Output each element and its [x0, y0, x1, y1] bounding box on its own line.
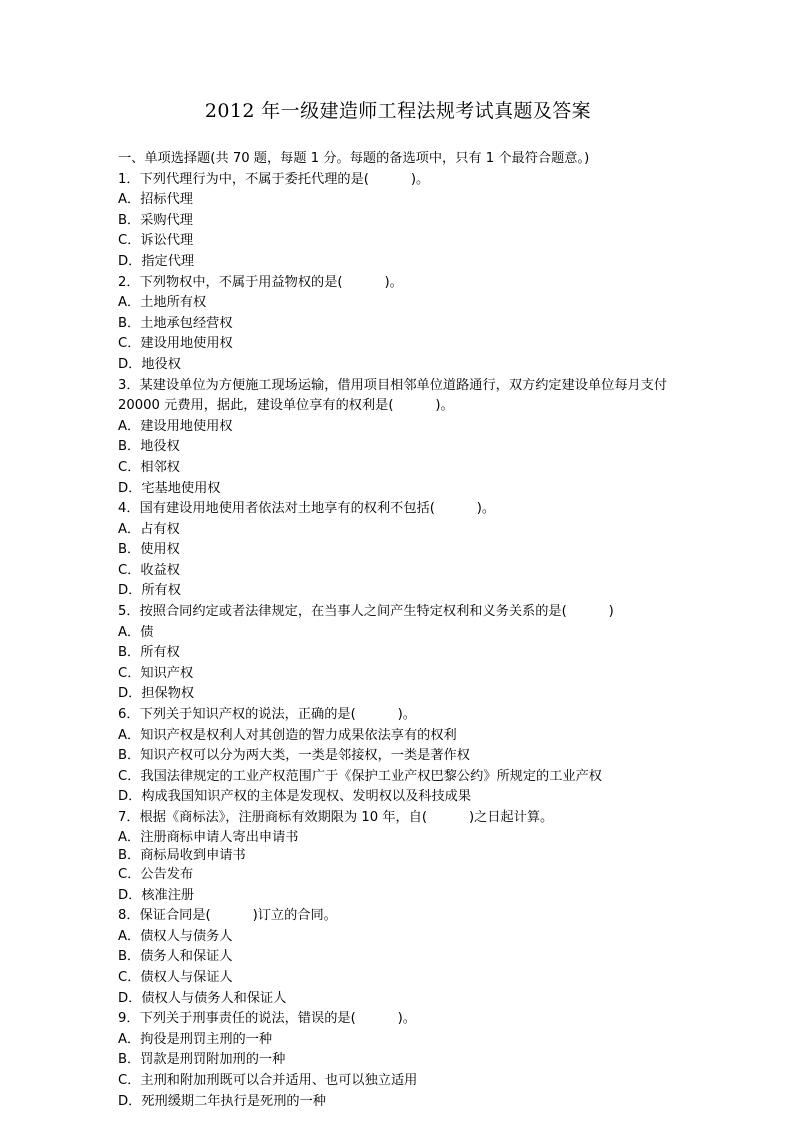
question-option[interactable]: B．知识产权可以分为两大类，一类是邻接权，一类是著作权 — [118, 748, 470, 764]
page-title: 2012 年一级建造师工程法规考试真题及答案 — [204, 100, 592, 122]
question-stem: 5．按照合同约定或者法律规定，在当事人之间产生特定权利和义务关系的是( ) — [118, 604, 614, 620]
question-stem: 6．下列关于知识产权的说法，正确的是( )。 — [118, 707, 416, 723]
question-option[interactable]: B．使用权 — [118, 542, 180, 558]
question-option[interactable]: C．我国法律规定的工业产权范围广于《保护工业产权巴黎公约》所规定的工业产权 — [118, 768, 602, 784]
question-option[interactable]: D．宅基地使用权 — [118, 480, 221, 496]
question-option[interactable]: B．所有权 — [118, 645, 180, 661]
question-option[interactable]: C．主刑和附加刑既可以合并适用、也可以独立适用 — [118, 1072, 418, 1088]
question-option[interactable]: B．地役权 — [118, 439, 180, 455]
question-option[interactable]: D．核准注册 — [118, 887, 195, 903]
question-option[interactable]: D．地役权 — [118, 356, 181, 372]
question-option[interactable]: D．担保物权 — [118, 686, 195, 702]
question-option[interactable]: B．罚款是刑罚附加刑的一种 — [118, 1052, 286, 1068]
question-option[interactable]: B．采购代理 — [118, 212, 193, 228]
question-stem: 7．根据《商标法》，注册商标有效期限为 10 年，自( )之日起计算。 — [118, 810, 554, 825]
question-stem: 9．下列关于刑事责任的说法，错误的是( )。 — [118, 1011, 416, 1027]
question-option[interactable]: B．商标局收到申请书 — [118, 847, 246, 863]
question-option[interactable]: C．相邻权 — [118, 459, 180, 475]
question-option[interactable]: C．公告发布 — [118, 867, 194, 882]
question-option[interactable]: C．诉讼代理 — [118, 233, 194, 249]
question-option[interactable]: D．死刑缓期二年执行是死刑的一种 — [118, 1093, 326, 1109]
question-option[interactable]: D．所有权 — [118, 583, 181, 599]
question-option[interactable]: C．收益权 — [118, 562, 180, 578]
question-stem: 4．国有建设用地使用者依法对土地享有的权利不包括( )。 — [118, 501, 496, 517]
question-stem: 1．下列代理行为中，不属于委托代理的是( )。 — [118, 171, 430, 187]
question-option[interactable]: A．占有权 — [118, 521, 180, 537]
question-option[interactable]: B．土地承包经营权 — [118, 315, 233, 331]
question-option[interactable]: C．知识产权 — [118, 665, 194, 681]
question-option[interactable]: B．债务人和保证人 — [118, 949, 233, 965]
question-stem: 2．下列物权中，不属于用益物权的是( )。 — [118, 274, 403, 290]
question-option[interactable]: C．债权人与保证人 — [118, 969, 233, 985]
question-option[interactable]: A．招标代理 — [118, 192, 193, 208]
question-option[interactable]: A．债权人与债务人 — [118, 928, 233, 944]
section-heading: 一、单项选择题(共 70 题，每题 1 分。每题的备选项中，只有 1 个最符合题意。) — [118, 151, 590, 166]
question-option[interactable]: A．建设用地使用权 — [118, 418, 233, 434]
question-option[interactable]: D．指定代理 — [118, 253, 195, 269]
question-option[interactable]: A．拘役是刑罚主刑的一种 — [118, 1031, 273, 1047]
question-option[interactable]: A．土地所有权 — [118, 295, 207, 311]
question-option[interactable]: A．债 — [118, 624, 154, 640]
question-option[interactable]: C．建设用地使用权 — [118, 336, 233, 352]
question-option[interactable]: A．知识产权是权利人对其创造的智力成果依法享有的权利 — [118, 727, 457, 743]
question-option[interactable]: A．注册商标申请人寄出申请书 — [118, 829, 299, 845]
question-option[interactable]: D．债权人与债务人和保证人 — [118, 990, 287, 1006]
question-stem: 8．保证合同是( )订立的合同。 — [118, 908, 337, 924]
question-option[interactable]: D．构成我国知识产权的主体是发现权、发明权以及科技成果 — [118, 789, 472, 805]
document-body — [118, 149, 698, 1112]
question-stem: 3．某建设单位为方便施工现场运输，借用项目相邻单位道路通行，双方约定建设单位每月支付 20000 元费用，据此，建设单位享有的权利是( )。 — [118, 377, 672, 414]
